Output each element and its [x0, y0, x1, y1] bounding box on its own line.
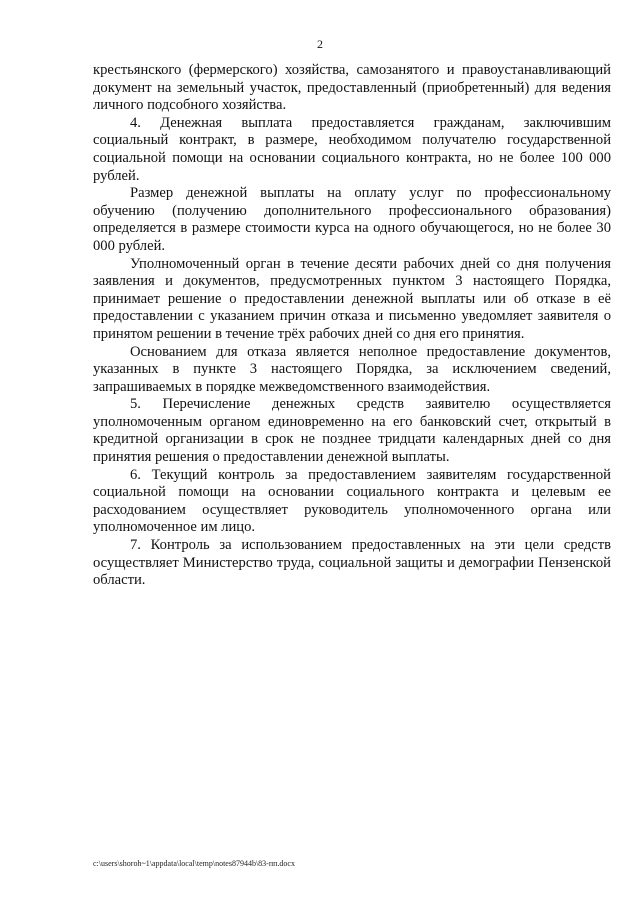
paragraph-item-7: 7. Контроль за использованием предоставленных на эти цели средств осуществляет Министерство труда, социальной защиты и демографии Пензенской области. — [93, 537, 611, 589]
paragraph-item-5: 5. Перечисление денежных средств заявителю осуществляется уполномоченным органом единовременно на его банковский счет, открытый в кредитной организации в срок не позднее тридцати календарных дней со дня принятия решения о предоставлении денежной выплаты. — [93, 396, 611, 466]
footer-file-path: c:\users\shoroh~1\appdata\local\temp\notes87944b\83-пп.docx — [93, 859, 295, 868]
paragraph-continuation: крестьянского (фермерского) хозяйства, самозанятого и правоустанавливающий документ на земельный участок, предоставленный (приобретенный) для ведения личного подсобного хозяйства. — [93, 62, 611, 114]
document-body — [93, 62, 611, 590]
paragraph-refusal-grounds: Основанием для отказа является неполное предоставление документов, указанных в пункте 3 настоящего Порядка, за исключением сведений, запрашиваемых в порядке межведомственного взаимодействия. — [93, 343, 611, 395]
paragraph-decision-term: Уполномоченный орган в течение десяти рабочих дней со дня получения заявления и документов, предусмотренных пунктом 3 настоящего Порядка, принимает решение о предоставлении денежной выплаты или об отказе в её предоставлении с указанием причин отказа и письменно уведомляет заявителя о принятом решении в течение трёх рабочих дней со дня его принятия. — [93, 255, 611, 342]
page-number: 2 — [317, 37, 323, 51]
paragraph-training-payment: Размер денежной выплаты на оплату услуг по профессиональному обучению (получению дополнительного профессионального образования) определяется в размере стоимости курса на одного обучающегося, но не более 30 000 рублей. — [93, 185, 611, 254]
paragraph-item-4: 4. Денежная выплата предоставляется гражданам, заключившим социальный контракт, в размере, необходимом получателю государственной социальной помощи на основании социального контракта, но не более 100 000 рублей. — [93, 114, 611, 184]
paragraph-item-6: 6. Текущий контроль за предоставлением заявителям государственной социальной помощи на основании социального контракта и целевым ее расходованием осуществляет руководитель уполномоченного органа или уполномоченное им лицо. — [93, 466, 611, 536]
